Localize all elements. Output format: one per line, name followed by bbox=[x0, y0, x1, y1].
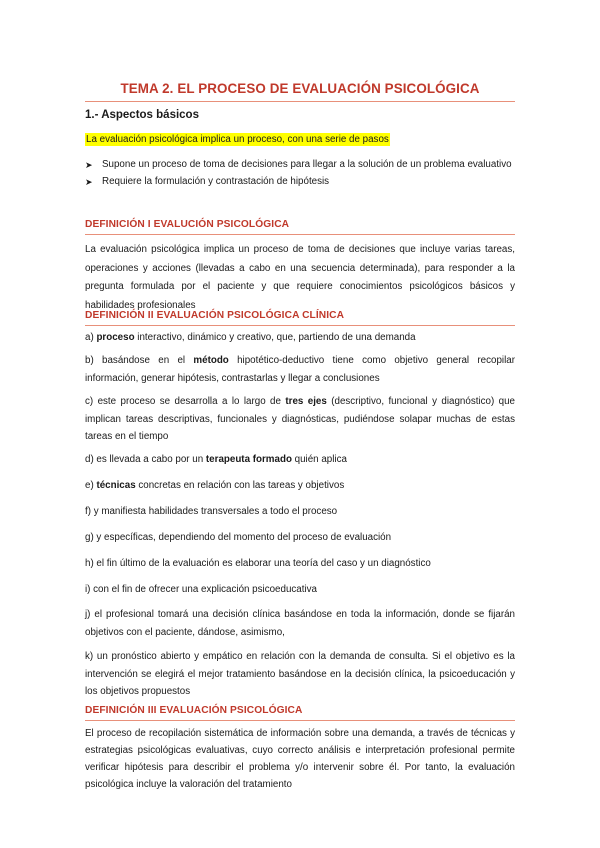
definition-2-item-c: c) este proceso se desarrolla a lo largo de tres ejes (descriptivo, funcional y diagnóstico) que implican tareas descriptivas, funcionales y diagnósticas, pudiéndose solapar muchas de estas tareas en el tiempo bbox=[85, 396, 515, 442]
arrow-bullet-icon: ➤ bbox=[85, 176, 93, 187]
arrow-bullet-icon: ➤ bbox=[85, 160, 93, 170]
section-divider bbox=[85, 720, 515, 721]
definition-2-item-k: k) un pronóstico abierto y empático en relación con la demanda de consulta. Si el objetivo es la intervención se elegirá el mejor tratamiento basándose en la decisión clínica, la psicoeducación y los objetivos propuestos bbox=[85, 651, 515, 697]
section-divider bbox=[85, 325, 515, 326]
definition-2-section bbox=[85, 310, 515, 326]
section-heading: 1.- Aspectos básicos bbox=[85, 109, 199, 121]
definition-2-item-j: j) el profesional tomará una decisión clínica basándose en toda la información, donde se fijarán objetivos con el paciente, dándose, asimismo, bbox=[85, 609, 515, 638]
definition-2-item-a: a) proceso interactivo, dinámico y creativo, que, partiendo de una demanda bbox=[85, 332, 416, 343]
definition-2-item-g: g) y específicas, dependiendo del momento del proceso de evaluación bbox=[85, 532, 392, 543]
definition-1-section bbox=[85, 219, 515, 315]
definition-3-section bbox=[85, 705, 515, 793]
bullet-list bbox=[85, 157, 515, 190]
definition-3-heading: DEFINICIÓN III EVALUACIÓN PSICOLÓGICA bbox=[85, 705, 303, 716]
definition-2-item-b: b) basándose en el método hipotético-deductivo tiene como objetivo general recopilar información, generar hipótesis, contrastarlas y llegar a conclusiones bbox=[85, 355, 515, 384]
definition-2-item-d: d) es llevada a cabo por un terapeuta formado quién aplica bbox=[85, 454, 347, 465]
definition-3-text: El proceso de recopilación sistemática de información sobre una demanda, a través de técnicas y estrategias psicológicas evaluativas, cuyo correcto análisis e interpretación profesional permite verificar hipótesis para describir el problema y/o intervenir sobre él. Por tanto, la evaluación psicológica incluye la valoración del tratamiento bbox=[85, 728, 515, 790]
definition-2-item-f: f) y manifiesta habilidades transversales a todo el proceso bbox=[85, 506, 338, 517]
bullet-text: Supone un proceso de toma de decisiones para llegar a la solución de un problema evaluativo bbox=[102, 159, 512, 170]
highlighted-sentence: La evaluación psicológica implica un proceso, con una serie de pasos bbox=[86, 134, 389, 145]
bullet-item bbox=[85, 174, 515, 191]
definition-2-item-i: i) con el fin de ofrecer una explicación psicoeducativa bbox=[85, 584, 317, 595]
bullet-item bbox=[85, 157, 515, 174]
title-divider bbox=[85, 101, 515, 102]
definition-2-item-e: e) técnicas concretas en relación con las tareas y objetivos bbox=[85, 480, 345, 491]
section-divider bbox=[85, 234, 515, 235]
definition-1-text: La evaluación psicológica implica un proceso de toma de decisiones que incluye varias tareas, operaciones y acciones (llevadas a cabo en una secuencia determinada), para responder a la pregunta formulada por el paciente y que requiere conocimientos psicológicos básicos y habilidades profesionales bbox=[85, 244, 515, 311]
document-title: TEMA 2. EL PROCESO DE EVALUACIÓN PSICOLÓGICA bbox=[120, 81, 480, 96]
bullet-text: Requiere la formulación y contrastación de hipótesis bbox=[102, 175, 330, 187]
definition-1-heading: DEFINICIÓN I EVALUCIÓN PSICOLÓGICA bbox=[85, 219, 290, 230]
definition-2-heading: DEFINICIÓN II EVALUACIÓN PSICOLÓGICA CLÍNICA bbox=[85, 310, 345, 321]
definition-2-item-h: h) el fin último de la evaluación es elaborar una teoría del caso y un diagnóstico bbox=[85, 558, 431, 569]
